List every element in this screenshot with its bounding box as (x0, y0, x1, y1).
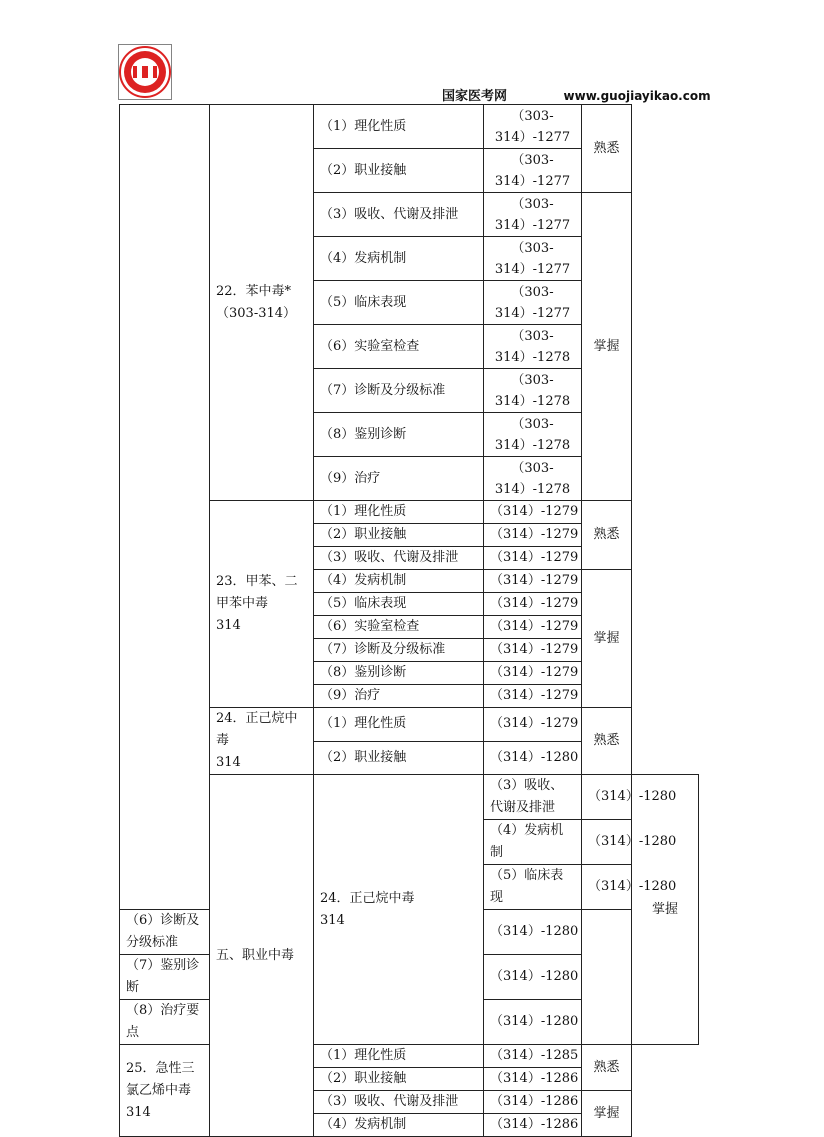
ref-cell: （314）-1279 (484, 547, 582, 570)
item-cell: （2）职业接触 (314, 524, 484, 547)
ref-cell: （314）-1280 (484, 955, 582, 1000)
ref-cell: （303-314）-1277 (484, 237, 582, 281)
ref-cell: （314）-1279 (484, 524, 582, 547)
level-cell: 熟悉 (582, 708, 632, 775)
ref-cell: （314）-1279 (484, 708, 582, 742)
ref-cell: （314）-1280 (484, 910, 582, 955)
item-cell: （3）吸收、代谢及排泄 (314, 547, 484, 570)
ref-cell: （314）-1279 (484, 662, 582, 685)
item-cell: （9）治疗 (314, 457, 484, 501)
item-cell: （3）吸收、代谢及排泄 (484, 775, 582, 820)
level-cell: 掌握 (582, 193, 632, 501)
item-cell: （1）理化性质 (314, 1045, 484, 1068)
ref-cell: （314）-1280 (484, 1000, 582, 1045)
ref-cell: （303-314）-1277 (484, 193, 582, 237)
ref-cell: （314）-1280 (582, 865, 632, 910)
item-cell: （1）理化性质 (314, 501, 484, 524)
item-cell: （8）鉴别诊断 (314, 662, 484, 685)
ref-cell: （303-314）-1278 (484, 413, 582, 457)
table-row (120, 1045, 699, 1068)
ref-cell: （314）-1280 (582, 775, 632, 820)
item-cell: （5）临床表现 (314, 593, 484, 616)
item-cell: （4）发病机制 (314, 237, 484, 281)
item-cell: （4）发病机制 (314, 1114, 484, 1137)
item-cell: （9）治疗 (314, 685, 484, 708)
item-cell: （4）发病机制 (484, 820, 582, 865)
ref-cell: （303-314）-1278 (484, 457, 582, 501)
ref-cell: （314）-1286 (484, 1068, 582, 1091)
ref-cell: （314）-1285 (484, 1045, 582, 1068)
ref-cell: （314）-1279 (484, 685, 582, 708)
item-cell: （1）理化性质 (314, 105, 484, 149)
topic-cell: 24．正己烷中毒 314 (210, 708, 314, 775)
ref-cell: （314）-1279 (484, 501, 582, 524)
section-cell-empty (120, 105, 210, 910)
ref-cell: （303-314）-1277 (484, 281, 582, 325)
site-logo (118, 44, 172, 100)
ref-cell: （314）-1279 (484, 639, 582, 662)
topic-cell: 23．甲苯、二甲苯中毒 314 (210, 501, 314, 708)
item-cell: （3）吸收、代谢及排泄 (314, 1091, 484, 1114)
ref-cell: （303-314）-1278 (484, 325, 582, 369)
item-cell: （1）理化性质 (314, 708, 484, 742)
topic-cell: 25．急性三氯乙烯中毒 314 (120, 1045, 210, 1137)
level-cell: 熟悉 (582, 1045, 632, 1091)
ref-cell: （303-314）-1277 (484, 149, 582, 193)
ref-cell: （303-314）-1278 (484, 369, 582, 413)
level-cell: 掌握 (582, 1091, 632, 1137)
item-cell: （7）诊断及分级标准 (314, 369, 484, 413)
topic-cell: 22．苯中毒* （303-314） (210, 105, 314, 501)
ref-cell: （314）-1286 (484, 1114, 582, 1137)
page-header (442, 85, 711, 104)
ref-cell: （314）-1280 (484, 741, 582, 775)
item-cell: （2）职业接触 (314, 1068, 484, 1091)
level-cell: 熟悉 (582, 501, 632, 570)
section-cell: 五、职业中毒 (210, 775, 314, 1137)
site-url[interactable]: www.guojiayikao.com (563, 89, 711, 103)
item-cell: （5）临床表现 (314, 281, 484, 325)
site-name: 国家医考网 (442, 89, 508, 104)
ref-cell: （314）-1279 (484, 570, 582, 593)
item-cell: （6）诊断及分级标准 (120, 910, 210, 955)
syllabus-table (119, 104, 699, 1137)
ref-cell: （314）-1279 (484, 593, 582, 616)
topic-cell: 24．正己烷中毒 314 (314, 775, 484, 1045)
item-cell: （6）实验室检查 (314, 616, 484, 639)
level-cell: 掌握 (632, 775, 699, 1045)
table-row (120, 105, 699, 149)
ref-cell: （314）-1286 (484, 1091, 582, 1114)
item-cell: （3）吸收、代谢及排泄 (314, 193, 484, 237)
item-cell: （2）职业接触 (314, 741, 484, 775)
item-cell: （5）临床表现 (484, 865, 582, 910)
ref-cell: （314）-1280 (582, 820, 632, 865)
ref-cell: （314）-1279 (484, 616, 582, 639)
item-cell: （7）鉴别诊断 (120, 955, 210, 1000)
item-cell: （6）实验室检查 (314, 325, 484, 369)
ref-cell: （303-314）-1277 (484, 105, 582, 149)
level-cell: 熟悉 (582, 105, 632, 193)
item-cell: （4）发病机制 (314, 570, 484, 593)
item-cell: （2）职业接触 (314, 149, 484, 193)
item-cell: （8）治疗要点 (120, 1000, 210, 1045)
item-cell: （7）诊断及分级标准 (314, 639, 484, 662)
level-cell: 掌握 (582, 570, 632, 708)
item-cell: （8）鉴别诊断 (314, 413, 484, 457)
